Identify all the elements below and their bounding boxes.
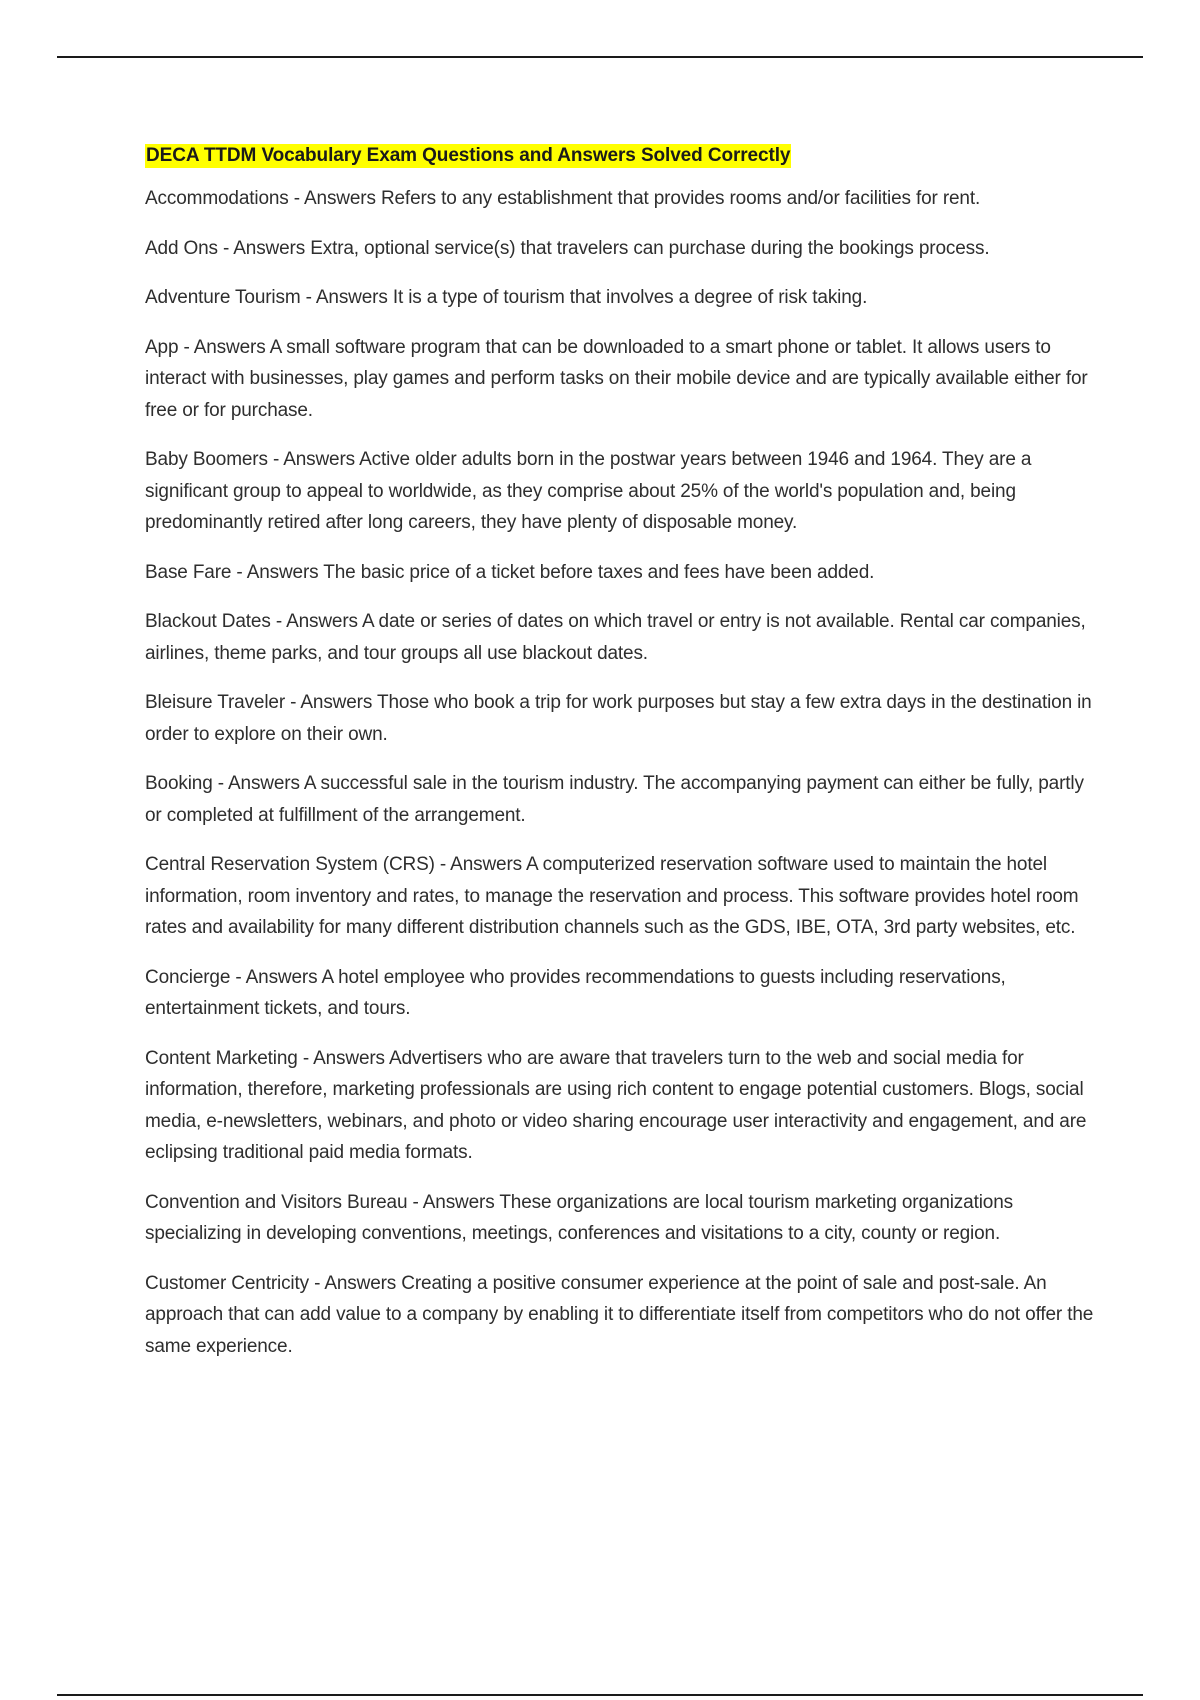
vocab-entry-baby-boomers: Baby Boomers - Answers Active older adults born in the postwar years between 1946 and 1964. They are a significant group to appeal to worldwide, as they comprise about 25% of the world's population and, being predominantly retired after long careers, they have plenty of disposable money. — [145, 449, 1032, 533]
vocab-entry-adventure-tourism: Adventure Tourism - Answers It is a type of tourism that involves a degree of risk taking. — [145, 287, 868, 308]
vocab-entry-concierge: Concierge - Answers A hotel employee who provides recommendations to guests including reservations, entertainment tickets, and tours. — [145, 966, 1006, 1019]
vocab-entry-app: App - Answers A small software program that can be downloaded to a smart phone or tablet. It allows users to interact with businesses, play games and perform tasks on their mobile device and are typically available either for free or for purchase. — [145, 336, 1088, 421]
vocab-entry-base-fare: Base Fare - Answers The basic price of a ticket before taxes and fees have been added. — [145, 561, 875, 583]
vocab-entry-bleisure-traveler: Bleisure Traveler - Answers Those who book a trip for work purposes but stay a few extra days in the destination in order to explore on their own. — [145, 692, 1092, 745]
vocab-entry-add-ons: Add Ons - Answers Extra, optional service(s) that travelers can purchase during the bookings process. — [145, 237, 990, 259]
vocab-entry-convention-and-visitors-bureau: Convention and Visitors Bureau - Answers These organizations are local tourism marketing organizations specializing in developing conventions, meetings, conferences and visitations to a city, county or region. — [145, 1191, 1013, 1244]
document-title: DECA TTDM Vocabulary Exam Questions and Answers Solved Correctly — [146, 145, 791, 166]
vocab-entry-booking: Booking - Answers A successful sale in the tourism industry. The accompanying payment can either be fully, partly or completed at fulfillment of the arrangement. — [145, 773, 1084, 826]
document-body — [145, 144, 1095, 1380]
header-rule — [57, 56, 1143, 58]
vocab-entry-central-reservation-system: Central Reservation System (CRS) - Answers A computerized reservation software used to maintain the hotel information, room inventory and rates, to manage the reservation and process. This software provides hotel room rates and availability for many different distribution channels such as the GDS, IBE, OTA, 3rd party websites, etc. — [145, 854, 1079, 938]
vocab-entry-content-marketing: Content Marketing - Answers Advertisers who are aware that travelers turn to the web and social media for information, therefore, marketing professionals are using rich content to engage potential customers. Blogs, social media, e-newsletters, webinars, and photo or video sharing encourage user interactivity and engagement, and are eclipsing traditional paid media formats. — [145, 1047, 1087, 1163]
footer-rule — [57, 1694, 1143, 1696]
vocab-entry-customer-centricity: Customer Centricity - Answers Creating a positive consumer experience at the point of sale and post-sale. An approach that can add value to a company by enabling it to differentiate itself from competitors who do not offer the same experience. — [145, 1272, 1094, 1357]
title-row — [145, 144, 1095, 183]
vocab-entry-blackout-dates: Blackout Dates - Answers A date or series of dates on which travel or entry is not available. Rental car companies, airlines, theme parks, and tour groups all use blackout dates. — [145, 611, 1086, 664]
vocab-entry-accommodations: Accommodations - Answers Refers to any establishment that provides rooms and/or facilities for rent. — [145, 188, 981, 209]
